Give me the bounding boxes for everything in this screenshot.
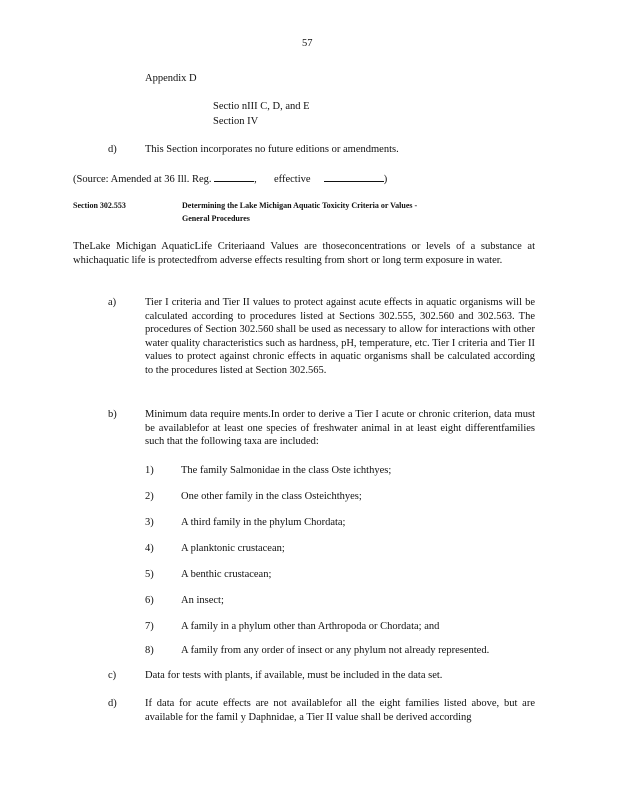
- source-prefix: (Source: Amended at 36 Ill. Reg.: [73, 174, 212, 185]
- item-label-c: c): [108, 670, 117, 681]
- sections-reference-line2: Section IV: [213, 116, 259, 127]
- section-number: Section 302.553: [73, 201, 126, 210]
- subitem-text-1: The family Salmonidae in the class Oste ichthyes;: [181, 465, 392, 476]
- subitem-label-4: 4): [145, 543, 154, 554]
- item-text-b: Minimum data require ments.In order to derive a Tier I acute or chronic criterion, data must be availablefor at least one species of freshwater animal in at least eight differentfamilies such that the following taxa are included:: [145, 409, 535, 447]
- source-effective-label: effective: [274, 174, 311, 185]
- subitem-text-8: A family from any order of insect or any phylum not already represented.: [181, 645, 490, 656]
- item-label-d: d): [108, 698, 117, 709]
- item-text-d: If data for acute effects are not availablefor all the eight families listed above, but are available for the famil y Daphnidae, a Tier II value shall be derived according: [145, 698, 535, 723]
- item-label-a: a): [108, 297, 117, 308]
- subitem-label-1: 1): [145, 465, 154, 476]
- subitem-text-5: A benthic crustacean;: [181, 569, 272, 580]
- section-title-line2: General Procedures: [182, 214, 250, 223]
- item-text-d-top: This Section incorporates no future editions or amendments.: [145, 144, 399, 155]
- source-close-paren: ): [383, 174, 388, 185]
- subitem-label-7: 7): [145, 621, 154, 632]
- register-page-blank: [214, 171, 254, 182]
- effective-date-blank: [324, 171, 384, 182]
- section-title-line1: Determining the Lake Michigan Aquatic Toxicity Criteria or Values -: [182, 201, 418, 210]
- page-number: 57: [302, 38, 313, 49]
- subitem-label-2: 2): [145, 491, 154, 502]
- subitem-text-4: A planktonic crustacean;: [181, 543, 285, 554]
- subitem-label-3: 3): [145, 517, 154, 528]
- item-text-c: Data for tests with plants, if available, must be included in the data set.: [145, 670, 443, 681]
- subitem-label-5: 5): [145, 569, 154, 580]
- subitem-text-2: One other family in the class Osteichthyes;: [181, 491, 362, 502]
- subitem-text-3: A third family in the phylum Chordata;: [181, 517, 346, 528]
- subitem-label-6: 6): [145, 595, 154, 606]
- item-label-b: b): [108, 409, 117, 420]
- subitem-text-6: An insect;: [181, 595, 224, 606]
- sections-reference-line1: Sectio nIII C, D, and E: [213, 101, 310, 112]
- subitem-text-7: A family in a phylum other than Arthropoda or Chordata; and: [181, 621, 440, 632]
- item-label-d-top: d): [108, 144, 117, 155]
- source-note: [73, 171, 387, 187]
- appendix-reference: Appendix D: [145, 73, 197, 84]
- item-text-a: Tier I criteria and Tier II values to protect against acute effects in aquatic organisms will be calculated according to procedures listed at Sections 302.555, 302.560 and 302.563. The procedures of Section 302.560 shall be used as necessary to allow for interactions with other water quality characteristics such as hardness, pH, temperature, etc. Tier I criteria and Tier II values to protect against chronic effects in aquatic organisms shall be calculated according to the procedures listed at Section 302.565.: [145, 297, 535, 376]
- source-comma: ,: [254, 174, 257, 185]
- subitem-label-8: 8): [145, 645, 154, 656]
- intro-paragraph: TheLake Michigan AquaticLife Criteriaand Values are thoseconcentrations or levels of a substance at whichaquatic life is protectedfrom adverse effects resulting from short or long term exposure in water.: [73, 241, 535, 266]
